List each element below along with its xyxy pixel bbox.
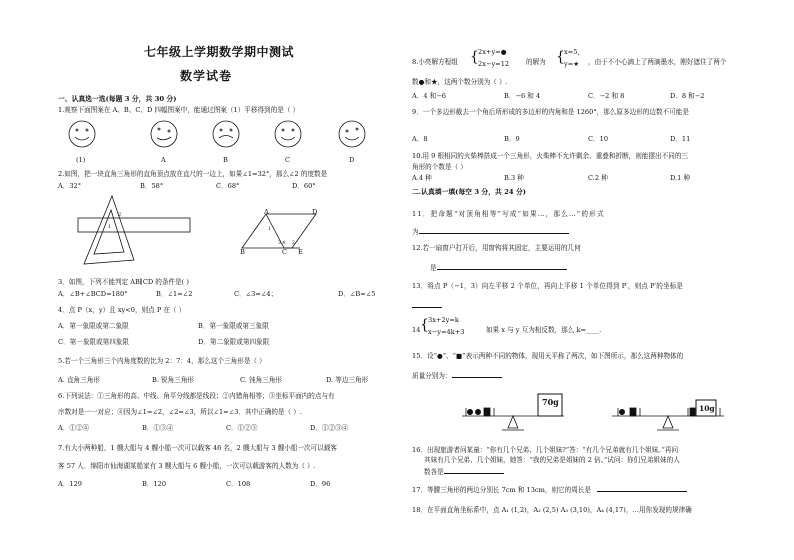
svg-text:2: 2 [118, 212, 122, 218]
q8-option-d: D．8 和−2 [670, 92, 705, 100]
q7-text-line1: 7.有大小两种船，1 艘大船与 4 艘小船一次可以载客 46 名，2 艘大船与 3 艘小船一次可以载客 [58, 444, 338, 452]
fig-label-b: B [240, 248, 245, 256]
q16-text-line3: 数各是 [424, 466, 504, 477]
q1-label-b: B [223, 156, 228, 164]
q1-label-1: (1) [76, 156, 86, 164]
q7-option-a: A．129 [58, 480, 82, 488]
fig-label-a: A [264, 208, 269, 216]
q8-equation-2: 2x−y=12 [478, 60, 510, 68]
q11-text: 11．把命题“对顶角相等”写成“如果…，那么…”的形式 [412, 210, 605, 218]
q8-prefix: 8.小亮解方程组 [412, 58, 458, 66]
q17-answer-blank[interactable] [597, 484, 687, 492]
exam-title: 七年级上学期数学期中测试 [144, 45, 295, 59]
q2-option-d: D．60° [292, 182, 316, 190]
q16-answer-blank[interactable] [444, 466, 504, 474]
q8-equation-1: 2x+y=● [478, 48, 507, 56]
smiley-face-icon [151, 121, 177, 147]
q5-option-c: C. 钝角三角形 [240, 376, 282, 384]
fig-label-c: C [282, 248, 288, 256]
q1-text: 1.观察下面图案在 A、B、C、D 四幅图案中，能通过图案（1）平移得到的是（ ） [58, 106, 300, 114]
q9-option-d: D．11 [670, 135, 691, 143]
q4-option-b: B．第一象限或第三象限 [198, 322, 269, 330]
q7-option-b: B．120 [142, 480, 167, 488]
q16-text-line1: 16．出现旅游者问某童：“你有几个兄弟、几个姐妹?”答：“有几个兄弟就有几个姐妹。”再问 [412, 446, 679, 454]
q15-answer-blank[interactable] [452, 370, 502, 378]
q11-text-line2: 为 [412, 226, 569, 237]
q4-option-a: A．第一象限或第二象限 [58, 322, 129, 330]
q8-suffix: ，由于不小心滴上了两滴墨水，刚好遮住了两个 [588, 58, 727, 66]
q3-option-a: A．∠B+∠BCD=180° [58, 290, 128, 298]
q3-option-c: C．∠3=∠4； [234, 290, 278, 298]
q5-option-b: B. 锐角三角形 [152, 376, 195, 384]
q12-text-line2: 是 [430, 262, 567, 273]
q1-label-a: A [161, 156, 166, 164]
q5-text: 5.若一个三角形三个内角度数的比为 2：7：4，那么这个三角形是（ ） [58, 357, 266, 365]
q12-text-line1: 12.若一扇窗户打开后，用窗钩将其固定，主要运用的几何 [412, 244, 581, 252]
q10-text-line1: 10.用 9 根相同的火柴棒搭成一个三角形，火柴棒不允许剩余、重叠和折断，则能摆出不同的三 [412, 152, 689, 160]
q6-option-b: B．①③④ [142, 424, 174, 432]
q7-text-line2: 客 57 人．绵阳市仙海湖某船家有 3 艘大船与 6 艘小船，一次可以载游客的人数为（ ）. [58, 462, 316, 470]
q9-text: 9．一个多边形截去一个角后所形成的多边形的内角和是 1260°，那么原多边形的边数不可能是 [412, 108, 689, 116]
q9-option-a: A．8 [412, 135, 428, 143]
scale-1-weight: 70g [542, 397, 559, 407]
section1-heading: 一、认真选一选(每题 3 分，共 30 分) [58, 95, 177, 103]
q5-option-a: A. 直角三角形 [58, 376, 100, 384]
smiley-face-icon [275, 121, 301, 147]
exam-subtitle: 数学试卷 [180, 69, 233, 83]
q6-text-line1: 6.下列说法：①三角形的高、中线、角平分线都是线段；②内错角相等；③坐标平面内的点与有 [58, 392, 335, 400]
q8-solution-brace: { [556, 49, 565, 65]
ruler-triangle-figure [78, 196, 198, 268]
q13-text: 13．将点 P（−1，3）向左平移 2 个单位，再向上平移 1 个单位得到 P′，则点 P′的坐标是 [412, 282, 684, 290]
q14-equation-2: x−y=4k+3 [428, 328, 465, 336]
q10-option-b: B.3 种 [504, 174, 524, 182]
q6-option-d: D．①②③④ [310, 424, 349, 432]
q2-option-b: B．58° [140, 182, 164, 190]
svg-text:3 4: 3 4 [278, 241, 286, 246]
q9-option-b: B．9 [504, 135, 520, 143]
q8-option-c: C．−2 和 8 [588, 92, 625, 100]
q8-brace: { [470, 49, 479, 65]
q8-solution-2: y=★ [564, 60, 580, 68]
q4-option-c: C．第一象限或第四象限 [58, 338, 129, 346]
q12-answer-blank[interactable] [437, 262, 567, 270]
fig-label-e: E [298, 248, 303, 256]
q3-option-b: B．∠1=∠2 [156, 290, 193, 298]
q15-text-line1: 15．设“●”、“■”表示两种不同的物体，现用天平称了两次，如下图所示，那么这两种物体的 [412, 352, 684, 360]
q5-option-d: D. 等边三角形 [326, 376, 369, 384]
q3-option-d: D．∠B=∠5 [338, 290, 376, 298]
balance-scale-2 [608, 396, 728, 436]
q8-middle: 的解为 [526, 58, 546, 66]
balance-scale-1 [458, 388, 568, 436]
q13-answer-blank[interactable] [412, 300, 442, 308]
section2-heading: 二.认真填一填(每空 3 分，共 24 分) [412, 188, 527, 196]
q18-text: 18．在平面直角坐标系中，点 A₁ (1,2)，A₂ (2,5) A₃ (3,10)，A₄ (4,17)，…用你发现的规律确 [412, 506, 692, 514]
q1-figures [68, 118, 388, 162]
q10-option-c: C.2 种 [588, 174, 608, 182]
fig-label-d: D [312, 208, 318, 216]
q2-text: 2.如图，把一块直角三角形的直角顶点放在直尺的一边上，如果∠1=32°，那么∠2 的度数是 [58, 170, 328, 178]
q6-option-a: A．①②④ [58, 424, 90, 432]
q14-text: 如果 x 与 y 互为相反数，那么 k=____. [486, 326, 602, 334]
q15-text-line2: 质量分别为： [412, 370, 502, 381]
smiley-face-icon [213, 121, 239, 147]
q6-option-c: C．①②③ [226, 424, 258, 432]
q8-solution-1: x=5, [564, 48, 580, 56]
q4-text: 4．点 P（x，y）且 xy<0，则点 P 在（ ） [58, 306, 186, 314]
svg-text:2: 2 [292, 241, 295, 246]
q8-option-b: B．−6 和 4 [504, 92, 541, 100]
q14-prefix: 14 [412, 326, 421, 334]
q1-label-d: D [349, 156, 355, 164]
q16-text-line2: 其妹有几个兄弟、几个姐妹，她答：“我的兄弟是姐妹的 2 倍。”试问：你们兄弟姐妹的人 [424, 456, 680, 464]
q10-option-a: A.4 种 [412, 174, 432, 182]
q14-equation-1: 3x+2y=k [428, 316, 459, 324]
q7-option-c: C．108 [226, 480, 251, 488]
q10-text-line2: 角形的个数是（ ） [412, 163, 467, 171]
q2-option-c: C．68° [216, 182, 240, 190]
q13-answer-line [412, 300, 442, 311]
smiley-face-icon [339, 121, 365, 147]
scale-2-weight: 10g [699, 404, 715, 413]
q14-brace: { [420, 317, 429, 333]
smiley-face-icon [69, 121, 95, 147]
q7-option-d: D．96 [310, 480, 331, 488]
q8-option-a: A．4 和−6 [412, 92, 446, 100]
svg-text:1: 1 [268, 227, 271, 232]
q10-option-d: D.1 种 [670, 174, 691, 182]
q3-text: 3．如图，下列不能判定 AB∥CD 的条件是( ) [58, 278, 189, 286]
q17-text: 17．等腰三角形的两边分别长 7cm 和 13cm，则它的周长是 [412, 484, 687, 495]
q11-answer-blank[interactable] [419, 226, 569, 234]
q4-option-d: D．第二象限或第四象限 [198, 338, 270, 346]
q8-text-line2: 数●和★，这两个数分别为（ ）. [412, 78, 508, 86]
q2-option-a: A．32° [58, 182, 82, 190]
q1-label-c: C [285, 156, 291, 164]
q9-option-c: C．10 [588, 135, 609, 143]
q6-text-line2: 序数对是一一对应；④因为∠1=∠2，∠2=∠3，所以∠1=∠3．其中正确的是（ ）. [58, 408, 302, 416]
svg-text:1: 1 [108, 224, 112, 230]
